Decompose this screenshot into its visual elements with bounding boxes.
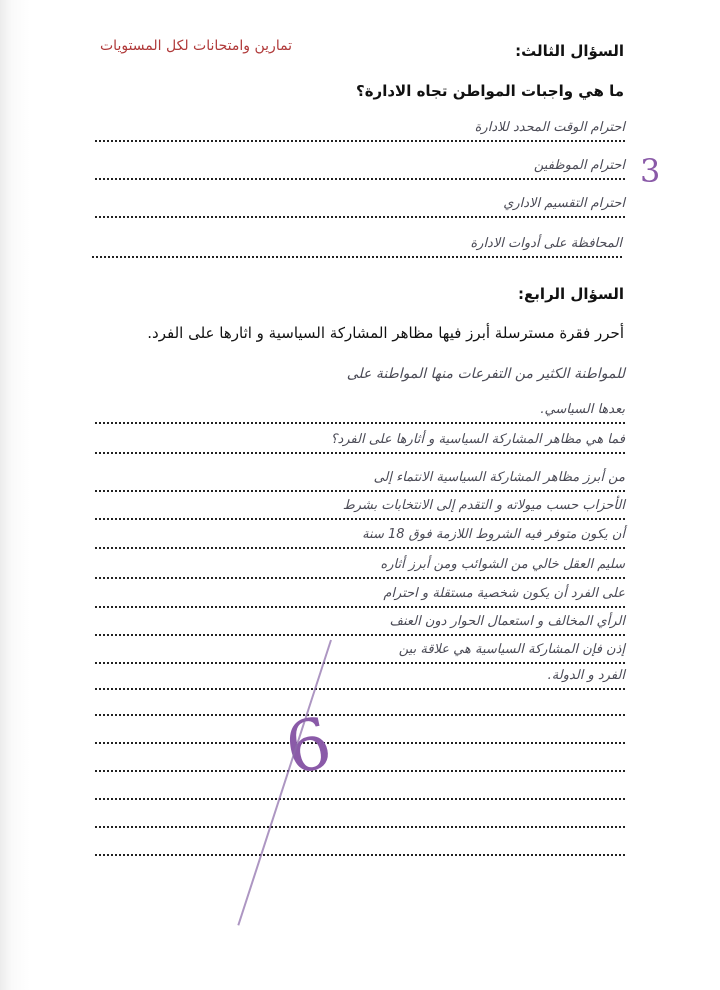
question3-prompt: ما هي واجبات المواطن تجاه الادارة؟ bbox=[356, 82, 624, 100]
answer-line: المحافظة على أدوات الادارة bbox=[92, 234, 622, 258]
answer-line: سليم العقل خالي من الشوائب ومن أبرز أثاره bbox=[95, 555, 625, 579]
question4-title: السؤال الرابع: bbox=[518, 285, 624, 303]
answer-line: احترام الوقت المحدد للادارة bbox=[95, 118, 625, 142]
answer-line: الأحزاب حسب ميولاته و التقدم إلى الانتخابات بشرط bbox=[95, 496, 625, 520]
question3-title: السؤال الثالث: bbox=[515, 42, 624, 60]
grade-mark-q4: 6 bbox=[277, 701, 339, 791]
blank-line bbox=[95, 776, 625, 800]
answer-line: أن يكون متوفر فيه الشروط اللازمة فوق 18 سنة bbox=[95, 525, 625, 549]
grade-mark-q3: 3 bbox=[640, 152, 661, 190]
blank-line bbox=[95, 748, 625, 772]
question4-prompt: أحرر فقرة مسترسلة أبرز فيها مظاهر المشاركة السياسية و اثارها على الفرد. bbox=[147, 324, 624, 342]
answer-line: على الفرد أن يكون شخصية مستقلة و احترام bbox=[95, 584, 625, 608]
blank-line bbox=[95, 720, 625, 744]
blank-line bbox=[95, 804, 625, 828]
answer-line: فما هي مظاهر المشاركة السياسية و أثارها على الفرد؟ bbox=[95, 430, 625, 454]
answer-line: احترام التقسيم الاداري bbox=[95, 194, 625, 218]
answer-line: احترام الموظفين bbox=[95, 156, 625, 180]
answer-line: الفرد و الدولة. bbox=[95, 666, 625, 690]
answer-line: للمواطنة الكثير من التفرعات منها المواطنة على bbox=[346, 366, 625, 382]
header-title: تمارين وامتحانات لكل المستويات bbox=[100, 38, 293, 54]
blank-line bbox=[95, 832, 625, 856]
answer-line: إذن فإن المشاركة السياسية هي علاقة بين bbox=[95, 640, 625, 664]
answer-line: من أبرز مظاهر المشاركة السياسية الانتماء إلى bbox=[95, 468, 625, 492]
blank-line bbox=[95, 692, 625, 716]
answer-line: بعدها السياسي. bbox=[95, 400, 625, 424]
answer-line: الرأي المخالف و استعمال الحوار دون العنف bbox=[95, 612, 625, 636]
